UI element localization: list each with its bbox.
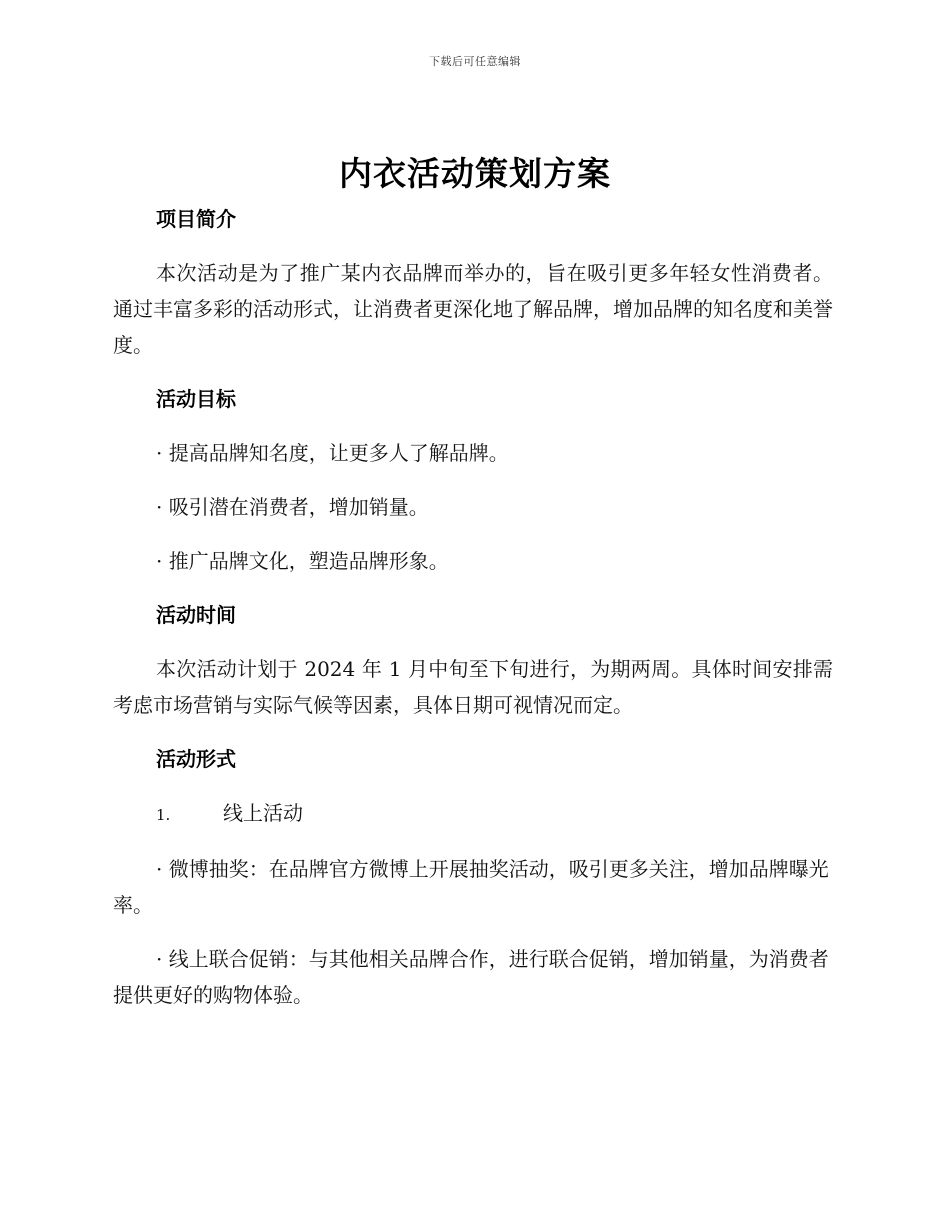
page-header-note: 下载后可任意编辑 bbox=[429, 55, 521, 68]
document-title: 内衣活动策划方案 bbox=[339, 154, 611, 193]
goal-item: · 提高品牌知名度，让更多人了解品牌。 bbox=[156, 441, 509, 465]
section-heading-goals: 活动目标 bbox=[156, 387, 236, 411]
format-item: · 微博抽奖：在品牌官方微博上开展抽奖活动，吸引更多关注，增加品牌曝光率。 bbox=[113, 857, 829, 917]
subsection-number: 1. bbox=[156, 806, 171, 824]
section-heading-time: 活动时间 bbox=[156, 603, 236, 627]
section-heading-format: 活动形式 bbox=[156, 747, 236, 771]
format-item: · 线上联合促销：与其他相关品牌合作，进行联合促销，增加销量，为消费者提供更好的购物体验。 bbox=[113, 947, 829, 1007]
section-heading-intro: 项目简介 bbox=[156, 207, 236, 231]
goal-item: · 吸引潜在消费者，增加销量。 bbox=[156, 495, 429, 519]
goal-item: · 推广品牌文化，塑造品牌形象。 bbox=[156, 549, 449, 573]
time-paragraph: 本次活动计划于 2024 年 1 月中旬至下旬进行，为期两周。具体时间安排需考虑市场营销与实际气候等因素，具体日期可视情况而定。 bbox=[113, 657, 833, 717]
document-body bbox=[113, 201, 833, 1031]
intro-paragraph: 本次活动是为了推广某内衣品牌而举办的，旨在吸引更多年轻女性消费者。通过丰富多彩的活动形式，让消费者更深化地了解品牌，增加品牌的知名度和美誉度。 bbox=[113, 261, 833, 357]
subsection-label: 线上活动 bbox=[223, 801, 303, 825]
numbered-subsection bbox=[113, 795, 833, 833]
